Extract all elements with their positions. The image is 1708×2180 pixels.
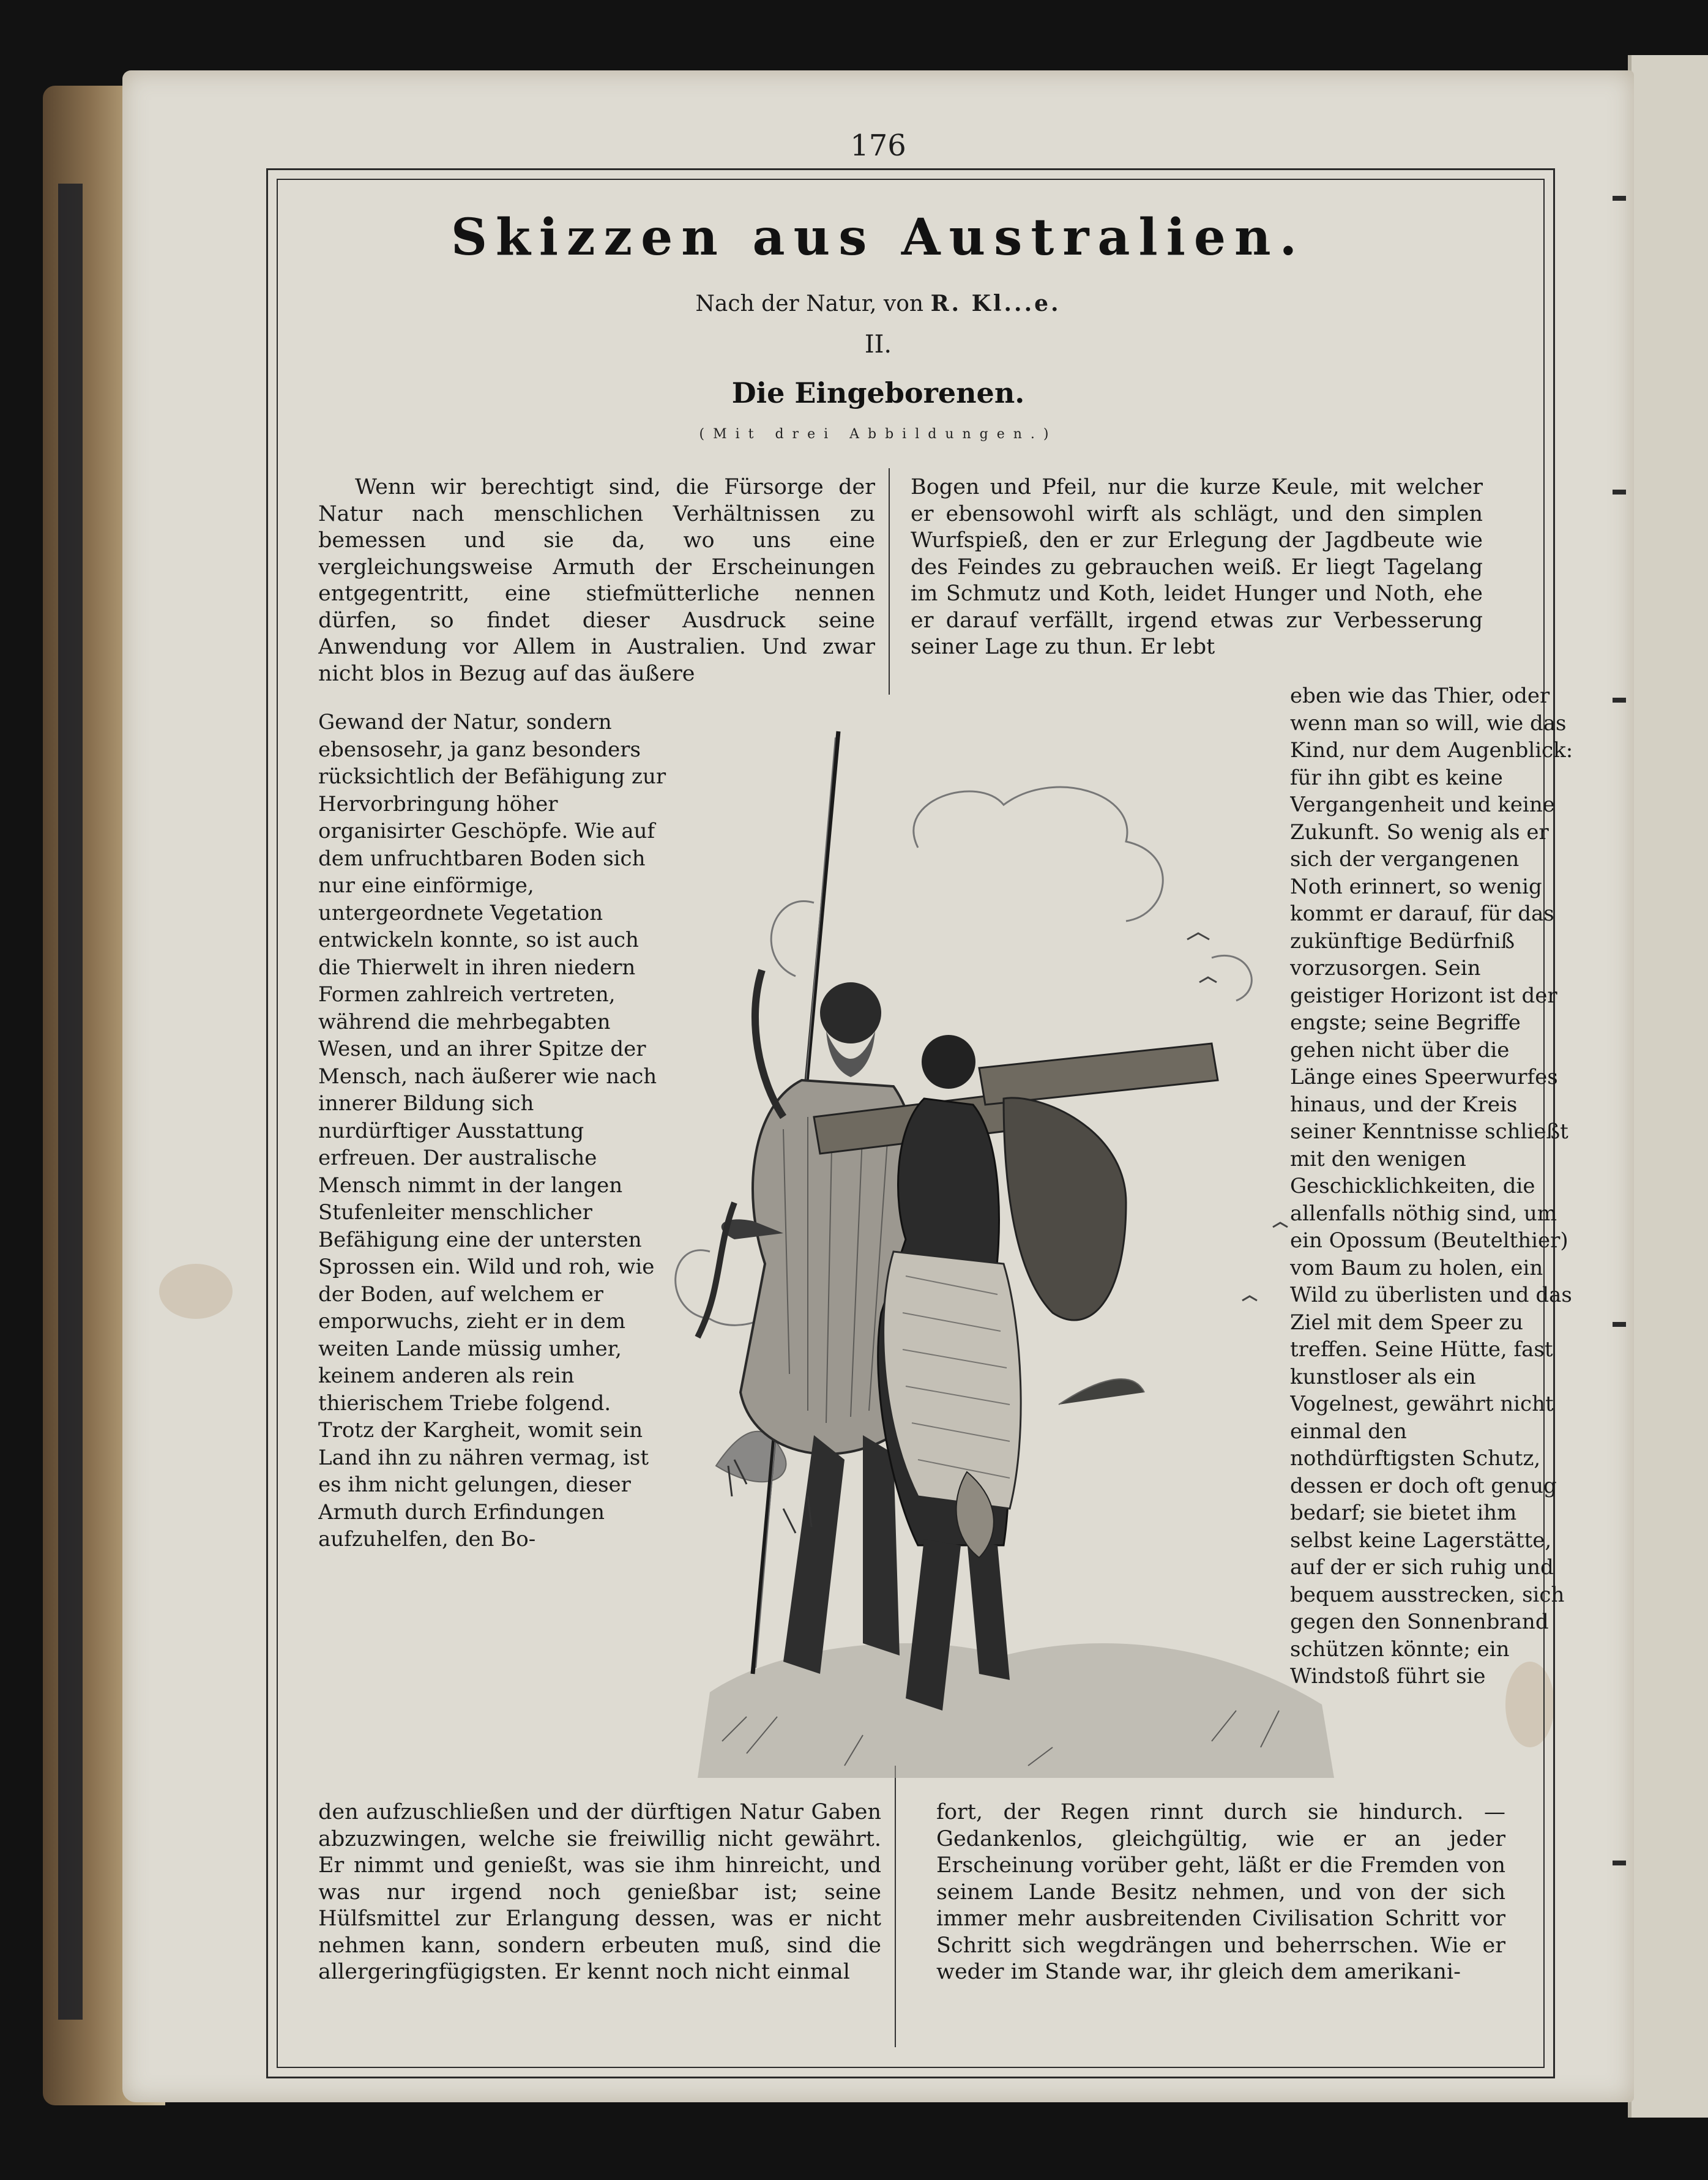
book-spine <box>58 184 83 2020</box>
text-right-top: Bogen und Pfeil, nur die kurze Keule, mit welcher er ebensowohl wirft als schlägt, und den simplen Wurfspieß, den er zur Erlegung der Jagdbeute wie des Feindes zu gebrauchen weiß. Er liegt Tagelang im Schmutz und Koth, leidet Hunger und Noth, ehe er darauf verfällt, irgend etwas zur Verbesserung seiner Lage zu thun. Er lebt <box>911 475 1483 659</box>
text-right-bottom: fort, der Regen rinnt durch sie hindurch. — Gedankenlos, gleichgültig, wie er an jeder Erscheinung vorüber geht, läßt er die Fremden von seinem Lande Besitz nehmen, und von der sich immer mehr ausbreitenden Civilisation Schritt vor Schritt sich wegdrängen und beherrschen. Wie er weder im Stande war, ihr gleich dem amerikani- <box>936 1800 1505 1984</box>
illustrations-note: (Mit drei Abbildungen.) <box>699 427 1057 442</box>
text-left-top: Wenn wir berechtigt sind, die Fürsorge der Natur nach menschlichen Verhältnissen zu bemessen und sie da, wo uns eine vergleichungsweise Armuth der Erscheinungen entgegentritt, eine stiefmütterliche nennen dürfen, so findet dieser Ausdruck seine Anwendung vor Allem in Australien. Und zwar nicht blos in Bezug auf das äußere <box>318 475 875 686</box>
column-rule <box>889 468 890 695</box>
section-title: Die Eingeborenen. <box>731 376 1025 409</box>
text-left-bottom: den aufzuschließen und der dürftigen Natur Gaben abzuzwingen, welche sie freiwillig nicht gewährt. Er nimmt und genießt, was sie ihm hinreicht, und was nur irgend noch genießbar ist; seine Hülfsmittel zur Erlangung dessen, was er nicht nehmen kann, sondern erbeuten muß, sind die allergeringfügigsten. Er kennt noch nicht einmal <box>318 1800 881 1984</box>
text-right-narrow: eben wie das Thier, oder wenn man so will, wie das Kind, nur dem Augenblick: für ihn gibt es keine Vergangenheit und keine Zukunft. So wenig als er sich der vergangenen Noth erinnert, so wenig kommt er darauf, für das zukünftige Bedürfniß vorzusorgen. Sein geistiger Horizont ist der engste; seine Begriffe gehen nicht über die Länge eines Speerwurfes hinaus, und der Kreis seiner Kenntnisse schließt mit den wenigen Geschicklichkeiten, die allenfalls nöthig sind, um ein Opossum (Beutelthier) vom Baum zu holen, ein Wild zu überlisten und das Ziel mit dem Speer zu treffen. Seine Hütte, fast kunstloser als ein Vogelnest, gewährt nicht einmal den nothdürftigsten Schutz, dessen er doch oft genug bedarf; sie bietet ihm selbst keine Lagerstätte, auf der er sich ruhig und bequem ausstrecken, sich gegen den Sonnenbrand schützen könnte; ein Windstoß führt sie <box>1290 684 1573 1689</box>
article-title: Skizzen aus Australien. <box>450 208 1306 267</box>
page-tab-marker <box>1613 1322 1626 1327</box>
page-tab-marker <box>1613 490 1626 495</box>
page-tab-marker <box>1613 1861 1626 1865</box>
text-left-narrow: Gewand der Natur, sondern ebensosehr, ja ganz besonders rücksichtlich der Befähigung zur Hervorbringung höher organisirter Geschöpfe. Wie auf dem unfruchtbaren Boden sich nur eine einförmige, untergeordnete Vegetation entwickeln konnte, so ist auch die Thierwelt in ihren niedern Formen zahlreich vertreten, während die mehrbegabten Wesen, und an ihrer Spitze der Mensch, nach äußerer wie nach innerer Bildung sich nurdürftiger Ausstattung erfreuen. Der australische Mensch nimmt in der langen Stufenleiter menschlicher Befähigung eine der untersten Sprossen ein. Wild und roh, wie der Boden, auf welchem er emporwuchs, zieht er in dem weiten Lande müssig umher, keinem anderen als rein thierischem Triebe folgend. Trotz der Kargheit, womit sein Land ihn zu nähren vermag, ist es ihm nicht gelungen, dieser Armuth durch Erfindungen aufzuhelfen, den Bo- <box>318 710 666 1551</box>
page-tab-marker <box>1613 196 1626 201</box>
paper-stain <box>159 1264 233 1319</box>
book-page <box>122 70 1634 2102</box>
byline-prefix: Nach der Natur, von <box>695 291 924 316</box>
byline-author: R. Kl...e. <box>930 291 1061 316</box>
part-number: II. <box>864 330 892 359</box>
engraving-two-aborigines <box>661 701 1414 1851</box>
page-tab-marker <box>1613 698 1626 703</box>
page-number: 176 <box>850 129 906 163</box>
byline <box>122 291 1634 316</box>
facing-page-edge <box>1628 55 1708 2118</box>
